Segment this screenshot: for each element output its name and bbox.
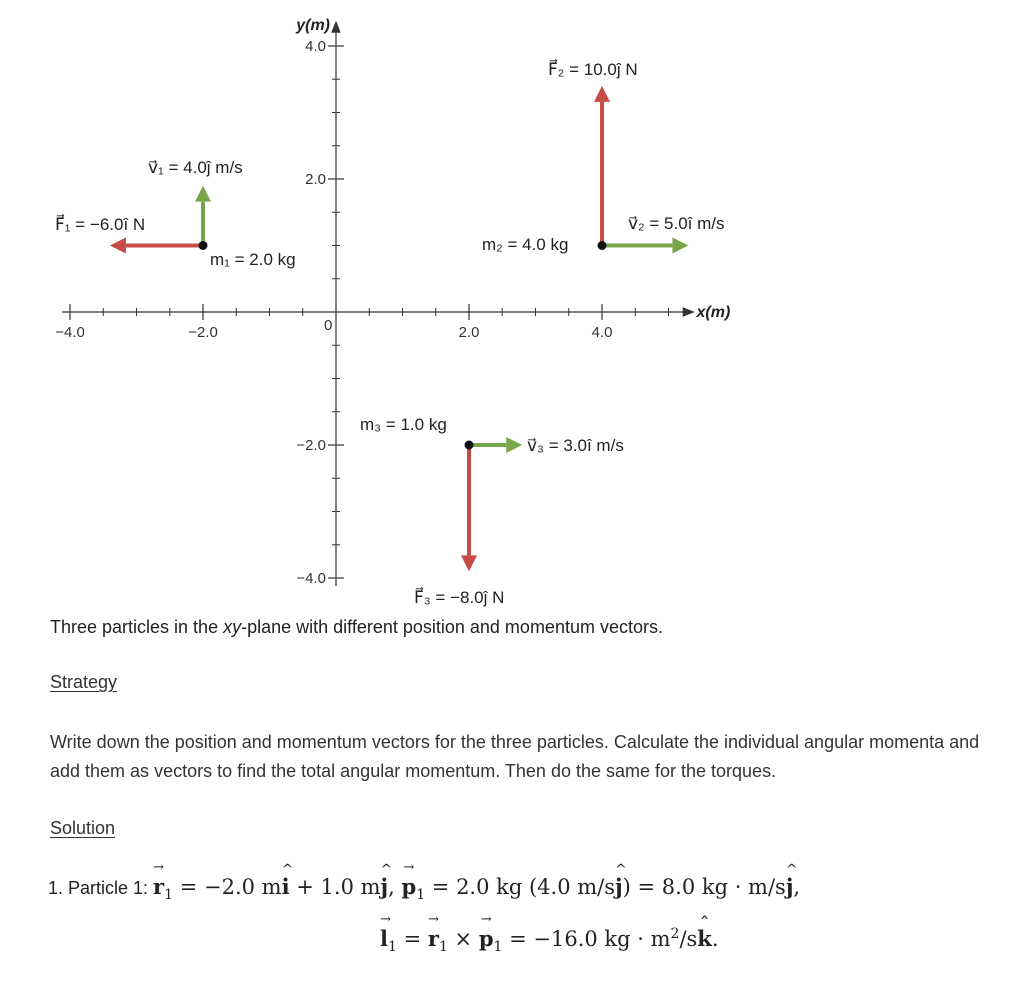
- force-label-2: F⃗₂ = 10.0ĵ N: [548, 60, 638, 79]
- y-tick-label: 4.0: [305, 38, 326, 55]
- velocity-arrow-3-head: [506, 437, 522, 453]
- x-tick-label: 2.0: [458, 324, 480, 341]
- velocity-arrow-1-head: [195, 186, 211, 202]
- strategy-heading[interactable]: Strategy: [50, 672, 118, 692]
- force-arrow-2: [594, 86, 610, 246]
- force-arrow-1: [110, 238, 203, 254]
- y-tick-label: −2.0: [296, 437, 326, 454]
- y-tick-label: 2.0: [305, 171, 326, 188]
- force-arrow-3: [461, 445, 477, 571]
- figure-caption: Three particles in the xy-plane with different position and momentum vectors.: [50, 617, 663, 637]
- velocity-arrow-3: [469, 437, 522, 453]
- coordinate-axes: [62, 22, 694, 586]
- particle-dot-3: [465, 441, 474, 450]
- mass-label-1: m₁ = 2.0 kg: [210, 250, 296, 269]
- solution-line-2: → $l_1$ = → $r_1$ × → $p_1 = -16.0$ kg · $m^2/sˆ$ k.: [380, 926, 719, 955]
- particle-dot-1: [199, 241, 208, 250]
- particle-dot-2: [598, 241, 607, 250]
- x-tick-label: −2.0: [188, 324, 218, 341]
- solution-heading[interactable]: Solution: [50, 818, 116, 838]
- velocity-arrow-2: [602, 238, 688, 254]
- velocity-arrow-1: [195, 186, 211, 246]
- y-tick-label: −4.0: [296, 570, 326, 587]
- x-tick-label: 4.0: [591, 324, 613, 341]
- force-arrow-3-head: [461, 555, 477, 571]
- force-arrow-2-head: [594, 86, 610, 102]
- velocity-label-3: v⃗₃ = 3.0î m/s: [527, 436, 624, 455]
- velocity-arrow-2-head: [672, 238, 688, 254]
- x-axis-label: x(m): [696, 304, 731, 321]
- velocity-label-2: v⃗₂ = 5.0î m/s: [628, 214, 725, 233]
- velocity-label-1: v⃗₁ = 4.0ĵ m/s: [148, 158, 243, 177]
- x-tick-label: −4.0: [55, 324, 85, 341]
- force-label-1: F⃗₁ = −6.0î N: [55, 215, 146, 234]
- mass-label-3: m₃ = 1.0 kg: [360, 415, 447, 434]
- force-arrow-1-head: [110, 238, 126, 254]
- force-label-3: F⃗₃ = −8.0ĵ N: [414, 588, 505, 607]
- strategy-text: Write down the position and momentum vectors for the three particles. Calculate the individual angular momenta and add them as vectors to find the total angular momentum. Then do the same for the torques.: [50, 732, 980, 781]
- solution-line-1: 1. Particle 1: → $r_1 = -2.0$ m^ i + 1.0 m^ j, → $p_1 = 2.0$ kg (4.0 m/s^ j) = 8.0 kg · m/s^ j,: [48, 874, 800, 903]
- y-axis-label: y(m): [296, 17, 330, 34]
- origin-label: 0: [324, 317, 333, 334]
- mass-label-2: m₂ = 4.0 kg: [482, 235, 569, 254]
